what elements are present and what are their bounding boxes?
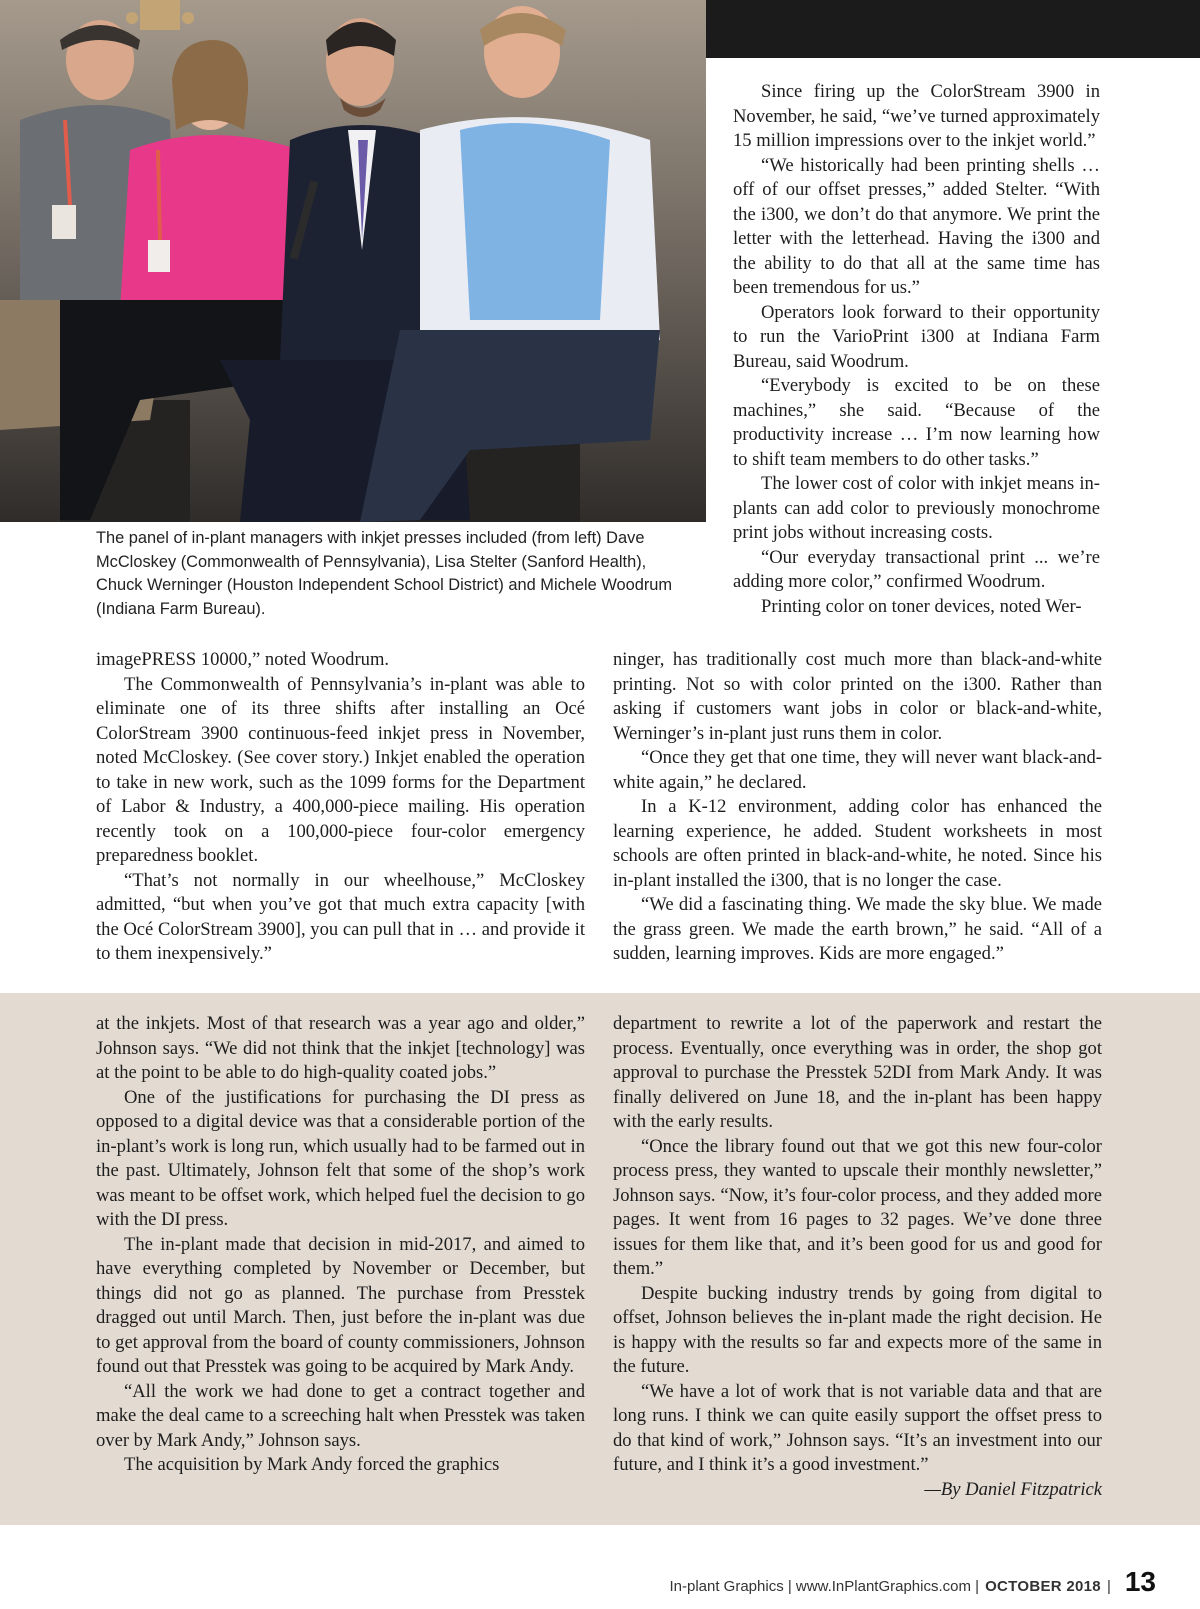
photo-caption: The panel of in-plant managers with inkjet presses included (from left) Dave McCloskey (Commonwealth of Pennsylvania), Lisa Stelter (Sanford Health), Chuck Werninger (Houston Independent School District) and Michele Woodrum (Indiana Farm Bureau). [96, 529, 673, 618]
footer-month: OCTOBER 2018 [985, 1578, 1101, 1595]
sidebar-column-right [613, 1012, 1102, 1502]
paragraph: department to rewrite a lot of the paperwork and restart the process. Eventually, once everything was in order, the shop got approval to purchase the Presstek 52DI from Mark Andy. It was finally delivered on June 18, and the in-plant has been happy with the early results. [613, 1013, 1102, 1132]
sidebar-column-left [96, 1012, 585, 1478]
paragraph: Despite bucking industry trends by going from digital to offset, Johnson believes the in-plant made the right decision. He is happy with the results so far and expects more of the same in the future. [613, 1282, 1102, 1377]
paragraph: One of the justifications for purchasing the DI press as opposed to a digital device was that a considerable portion of the in-plant’s work is long run, which usually had to be farmed out in the past. Ultimately, Johnson felt that some of the shop’s work was meant to be offset work, which helped fuel the decision to go with the DI press. [96, 1086, 585, 1230]
paragraph: The in-plant made that decision in mid-2017, and aimed to have everything completed by November or December, but things did not go as planned. The purchase from Presstek dragged out until March. Then, just before the in-plant was due to get approval from the board of county commissioners, Johnson found out that Presstek was going to be acquired by Mark Andy. [96, 1233, 585, 1377]
paragraph: ninger, has traditionally cost much more than black-and-white printing. Not so with color printed on the i300. Rather than asking if customers want jobs in color or black-and-white, Werninger’s in-plant just runs them in color. [613, 649, 1102, 744]
article-column-left [96, 648, 585, 967]
footer-publication: In-plant Graphics | www.InPlantGraphics.com | [669, 1578, 980, 1595]
byline: —By Daniel Fitzpatrick [924, 1478, 1102, 1500]
paragraph: “Once they get that one time, they will never want black-and-white again,” he declared. [613, 747, 1102, 793]
paragraph: “We have a lot of work that is not variable data and that are long runs. I think we can quite easily support the offset press to do that kind of work,” Johnson says. “It’s an investment into our future, and I think it’s a good investment.” [613, 1380, 1102, 1475]
paragraph: The acquisition by Mark Andy forced the graphics [124, 1454, 500, 1475]
paragraph: Printing color on toner devices, noted Wer- [761, 595, 1082, 617]
article-column-right [613, 648, 1102, 967]
article-column-top-right [733, 80, 1100, 619]
paragraph: “All the work we had done to get a contract together and make the deal came to a screeching halt when Presstek was taken over by Mark Andy,” Johnson says. [96, 1380, 585, 1451]
page-footer [669, 1566, 1156, 1598]
paragraph: The Commonwealth of Pennsylvania’s in-plant was able to eliminate one of its three shifts after installing an Océ ColorStream 3900 continuous-feed inkjet press in November, noted McCloskey. (See cover story.) Inkjet enabled the operation to take in new work, such as the 1099 forms for the Department of Labor & Industry, a 400,000-piece mailing. His operation recently took on a 100,000-piece four-color emergency preparedness booklet. [96, 673, 585, 866]
footer-separator: | [1106, 1578, 1111, 1595]
panel-photo [0, 0, 706, 522]
paragraph: at the inkjets. Most of that research was a year ago and older,” Johnson says. “We did not think that the inkjet [technology] was at the point to be able to do high-quality coated jobs.” [96, 1013, 585, 1083]
paragraph: “Once the library found out that we got this new four-color process press, they wanted to upscale their monthly newsletter,” Johnson says. “Now, it’s four-color process, and they added more pages. It went from 16 pages to 32 pages. We’ve done three issues for them like that, and it’s been good for us and good for them.” [613, 1135, 1102, 1279]
paragraph: “We historically had been printing shells … off of our offset presses,” added Stelter. “With the i300, we don’t do that anymore. We print the letter with the letterhead. Having the i300 and the ability to do that all at the same time has been tremendous for us.” [733, 154, 1100, 298]
paragraph: “We did a fascinating thing. We made the sky blue. We made the grass green. We made the earth brown,” he said. “All of a sudden, learning improves. Kids are more engaged.” [613, 894, 1102, 964]
paragraph: imagePRESS 10000,” noted Woodrum. [96, 649, 390, 670]
paragraph: “Everybody is excited to be on these machines,” she said. “Because of the productivity increase … I’m now learning how to shift team members to do other tasks.” [733, 375, 1100, 470]
paragraph: In a K-12 environment, adding color has enhanced the learning experience, he added. Student worksheets in most schools are often printed in black-and-white, he noted. Since his in-plant installed the i300, that is no longer the case. [613, 796, 1102, 891]
paragraph: Since firing up the ColorStream 3900 in November, he said, “we’ve turned approximately 15 million impressions over to the inkjet world.” [733, 81, 1100, 151]
paragraph: “Our everyday transactional print ... we’re adding more color,” confirmed Woodrum. [733, 546, 1100, 592]
panel-photo-illustration [0, 0, 706, 522]
paragraph: The lower cost of color with inkjet means in-plants can add color to previously monochrome print jobs without increasing costs. [733, 473, 1100, 543]
paragraph: Operators look forward to their opportunity to run the VarioPrint i300 at Indiana Farm Bureau, said Woodrum. [733, 301, 1100, 372]
top-black-bar [706, 0, 1200, 58]
paragraph: “That’s not normally in our wheelhouse,” McCloskey admitted, “but when you’ve got that much extra capacity [with the Océ ColorStream 3900], you can pull that in … and provide it to them inexpensively.” [96, 869, 586, 964]
page-number: 13 [1124, 1566, 1156, 1597]
